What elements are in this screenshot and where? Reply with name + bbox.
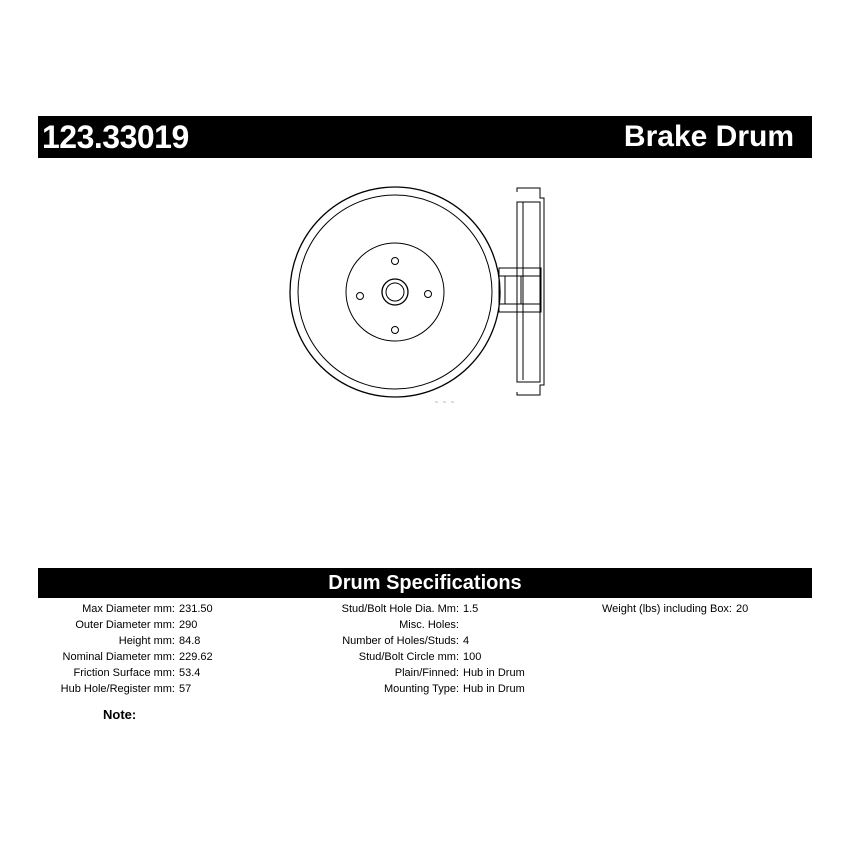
brake-drum-drawing [280, 180, 580, 410]
spec-label: Number of Holes/Studs: [342, 635, 459, 647]
spec-value: 20 [736, 603, 749, 615]
spec-row [559, 601, 732, 617]
spec-row [0, 681, 175, 697]
spec-value: 229.62 [179, 651, 213, 663]
spec-label: Plain/Finned: [394, 667, 459, 679]
spec-row [255, 649, 459, 665]
spec-row [0, 601, 175, 617]
spec-row [175, 681, 255, 697]
spec-value: 231.50 [179, 603, 213, 615]
stud-hole-right [425, 291, 432, 298]
spec-label: Height mm: [118, 635, 175, 647]
spec-row [459, 665, 559, 681]
spec-row [255, 665, 459, 681]
spec-value: 290 [179, 619, 198, 631]
spec-row [255, 633, 459, 649]
side-view [499, 188, 544, 395]
spec-label: Misc. Holes: [399, 619, 459, 631]
spec-row [255, 681, 459, 697]
spec-value: Hub in Drum [463, 667, 525, 679]
spec-label: Hub Hole/Register mm: [60, 683, 175, 695]
center-bore-inner [386, 283, 404, 301]
spec-row [175, 649, 255, 665]
spec-row [0, 617, 175, 633]
spec-value: 57 [179, 683, 192, 695]
spec-value: 84.8 [179, 635, 201, 647]
side-hub-inner [505, 276, 521, 304]
spec-column-1-values [175, 601, 255, 697]
front-view [290, 187, 500, 397]
spec-value: 100 [463, 651, 482, 663]
spec-row [459, 617, 559, 633]
spec-label: Max Diameter mm: [82, 603, 175, 615]
drum-outer-circle [290, 187, 500, 397]
spec-column-2 [255, 601, 459, 697]
spec-row [175, 617, 255, 633]
spec-row [732, 601, 792, 617]
spec-label: Weight (lbs) including Box: [601, 603, 732, 615]
stud-hole-left [357, 293, 364, 300]
spec-row [175, 633, 255, 649]
stud-hole-top [392, 258, 399, 265]
spec-label: Friction Surface mm: [73, 667, 175, 679]
part-number: 123.33019 [42, 119, 189, 155]
spec-row [0, 665, 175, 681]
spec-label: Mounting Type: [383, 683, 459, 695]
spec-label: Outer Diameter mm: [75, 619, 175, 631]
spec-header-bar [38, 568, 812, 598]
spec-row [0, 649, 175, 665]
spec-column-1 [0, 601, 175, 697]
spec-row [459, 633, 559, 649]
spec-value: Hub in Drum [463, 683, 525, 695]
side-drum-body [517, 202, 540, 382]
stud-hole-bottom [392, 327, 399, 334]
spec-row [459, 601, 559, 617]
spec-value: 53.4 [179, 667, 201, 679]
spec-label: Nominal Diameter mm: [62, 651, 175, 663]
spec-row [0, 633, 175, 649]
spec-title: Drum Specifications [328, 572, 522, 594]
spec-row [459, 649, 559, 665]
spec-row [255, 601, 459, 617]
spec-value: 4 [463, 635, 470, 647]
spec-value: 1.5 [463, 603, 479, 615]
spec-column-3 [559, 601, 732, 617]
spec-column-3-values [732, 601, 792, 617]
spec-label: Stud/Bolt Hole Dia. Mm: [341, 603, 459, 615]
spec-label: Stud/Bolt Circle mm: [358, 651, 459, 663]
spec-row [255, 617, 459, 633]
spec-row [459, 681, 559, 697]
header-bar [38, 116, 812, 158]
spec-column-2-values [459, 601, 559, 697]
spec-row [175, 601, 255, 617]
drum-inner-circle [298, 195, 492, 389]
product-type: Brake Drum [623, 120, 794, 153]
note-label: Note: [103, 707, 137, 722]
spec-row [175, 665, 255, 681]
